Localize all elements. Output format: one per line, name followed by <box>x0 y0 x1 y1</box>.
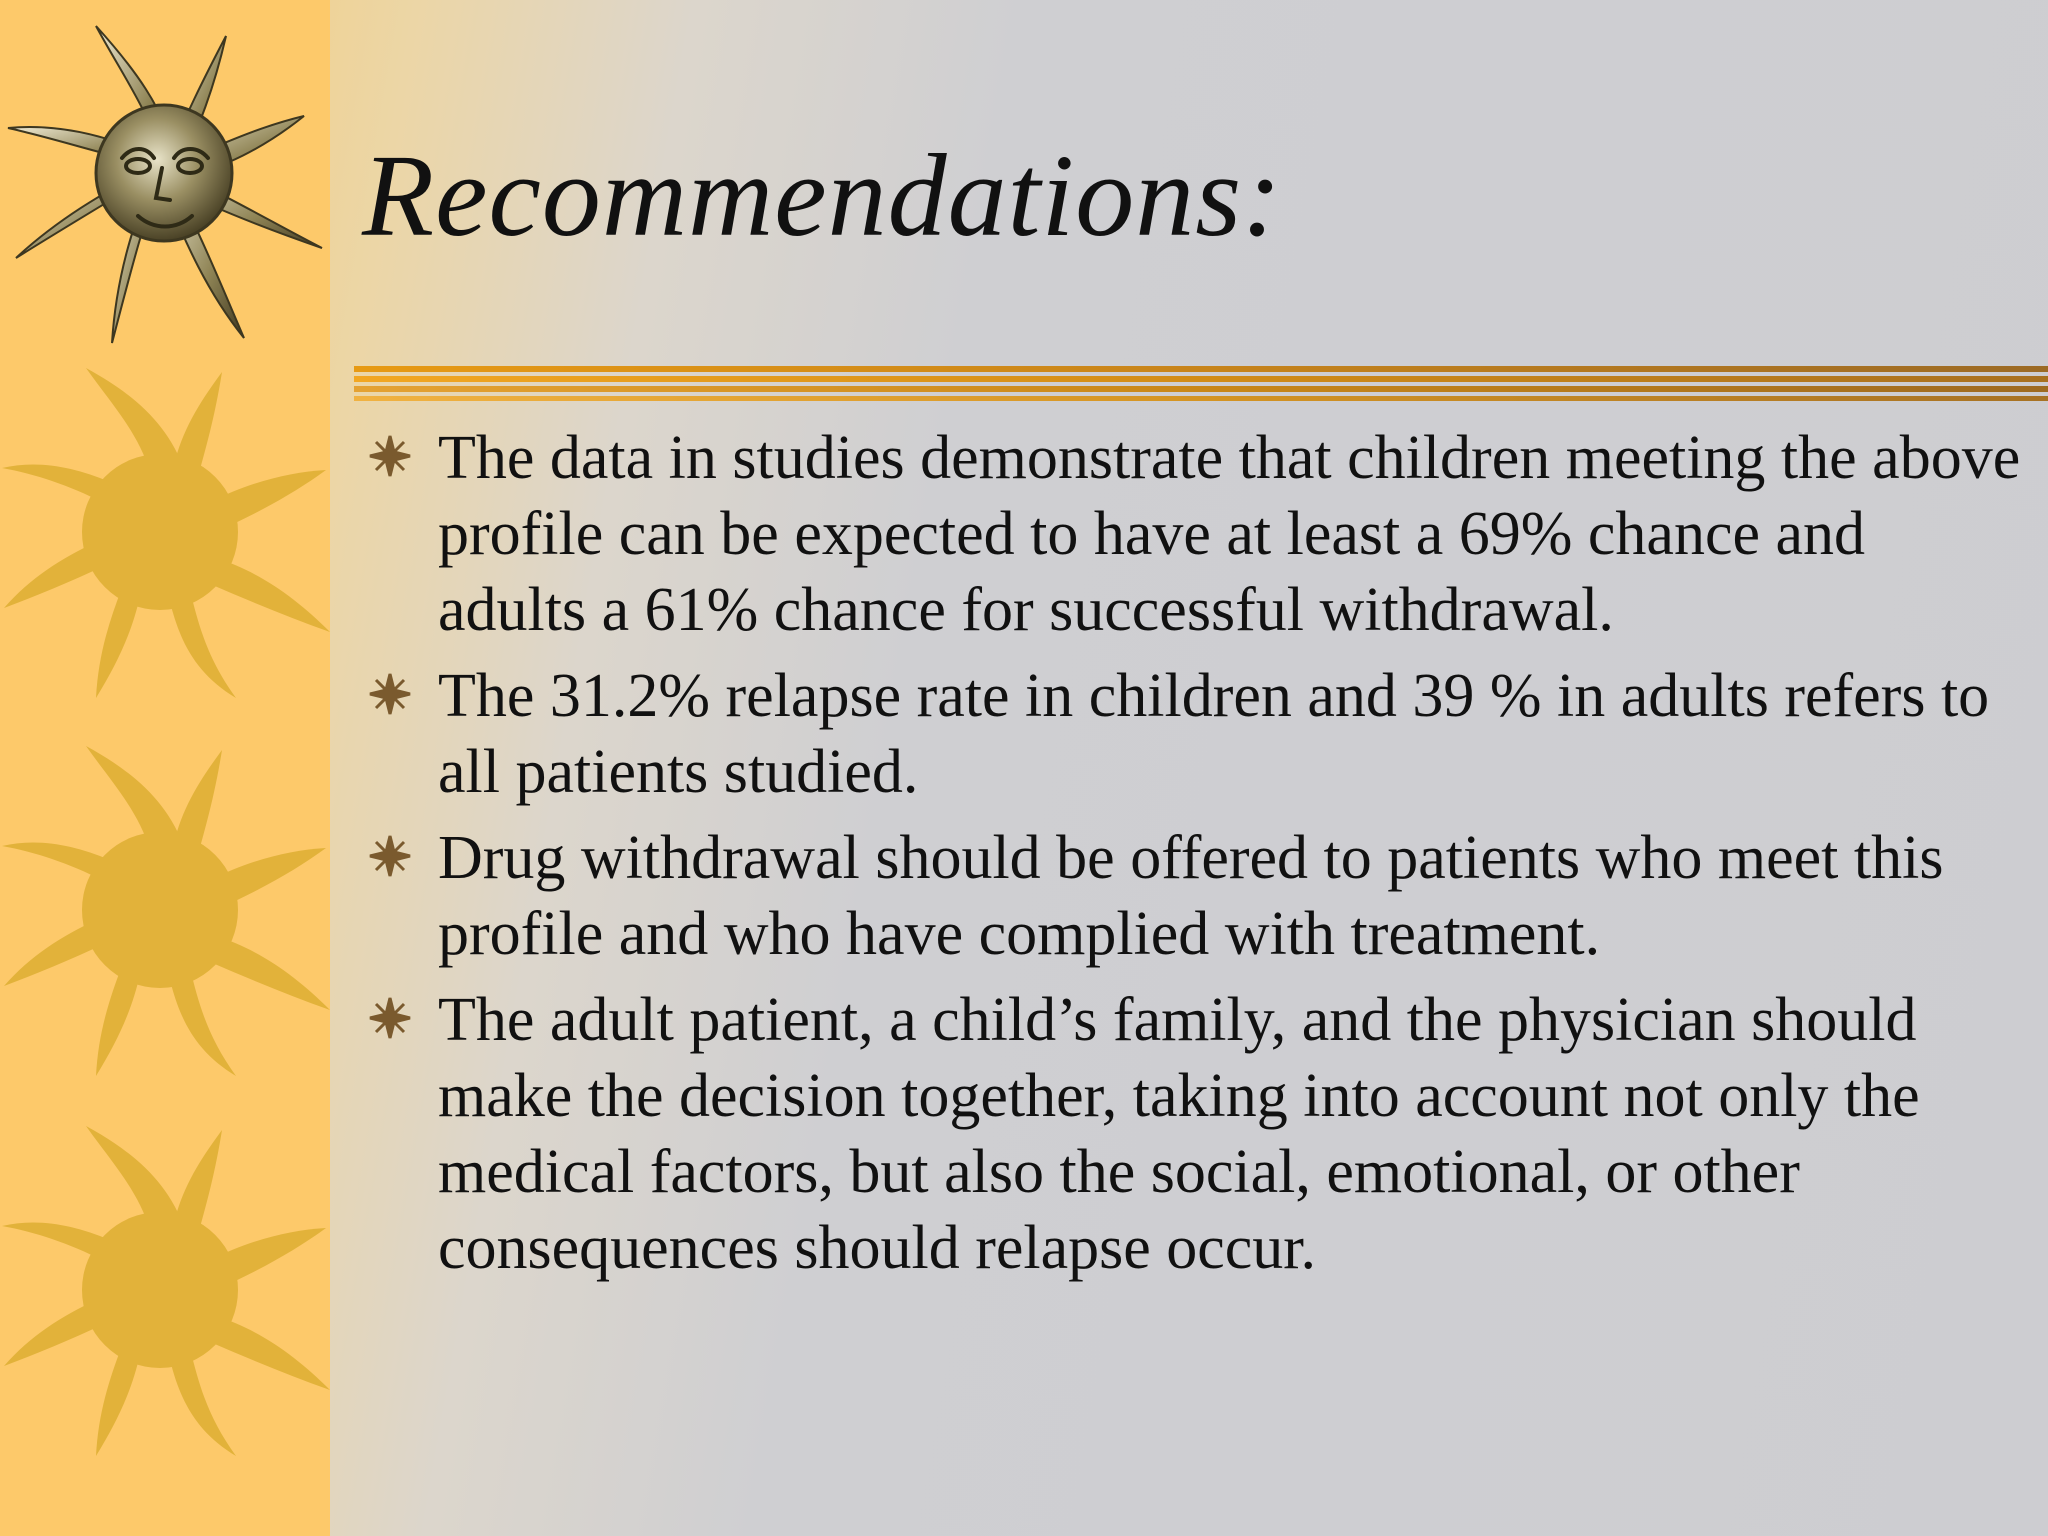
bullet-list <box>366 420 2026 1296</box>
list-item <box>366 982 2026 1286</box>
sun-icon <box>0 740 330 1080</box>
bullet-text: Drug withdrawal should be offered to patients who meet this profile and who have complied with treatment. <box>438 824 1944 968</box>
slide-title: Recommendations: <box>362 130 1283 261</box>
list-item <box>366 420 2026 648</box>
star-bullet-icon <box>368 434 412 478</box>
bullet-text: The data in studies demonstrate that children meeting the above profile can be expected to have at least a 69% chance and adults a 61% chance for successful withdrawal. <box>438 424 2021 644</box>
bullet-text: The adult patient, a child’s family, and the physician should make the decision together, taking into account not only the medical factors, but also the social, emotional, or other consequences should relapse occur. <box>438 986 1920 1282</box>
star-bullet-icon <box>368 996 412 1040</box>
metallic-sun-face-icon <box>4 8 324 348</box>
sun-icon <box>0 362 330 702</box>
title-divider <box>354 366 2048 410</box>
list-item <box>366 658 2026 810</box>
sun-icon <box>0 1120 330 1460</box>
star-bullet-icon <box>368 834 412 878</box>
bullet-text: The 31.2% relapse rate in children and 39 % in adults refers to all patients studied. <box>438 662 1990 806</box>
star-bullet-icon <box>368 672 412 716</box>
list-item <box>366 820 2026 972</box>
